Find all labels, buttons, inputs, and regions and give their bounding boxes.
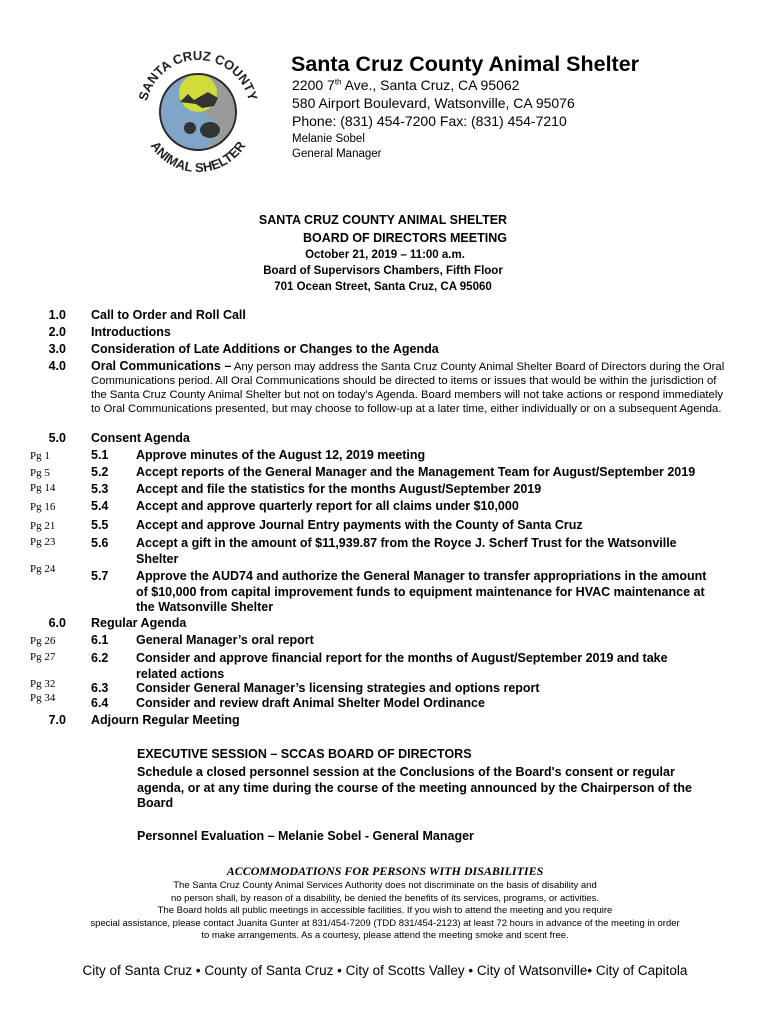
page-ref: Pg 14: [30, 482, 56, 494]
subitem-text: Approve the AUD74 and authorize the General Manager to transfer appropriations in the amount of $10,000 from capital improvement funds to equipment maintenance for HVAC maintenance at the Watsonville Shelter: [136, 569, 707, 614]
agenda-number: 1.0: [48, 308, 66, 322]
subitem-number: 6.4: [91, 696, 109, 710]
page-ref: Pg 27: [30, 651, 56, 663]
shelter-logo: [128, 42, 268, 182]
agenda-number: 3.0: [48, 342, 66, 356]
agenda-number: 2.0: [48, 325, 66, 339]
manager-name: Melanie Sobel: [292, 133, 365, 145]
agenda-number: 7.0: [48, 713, 66, 727]
agenda-number: 4.0: [48, 359, 66, 373]
agenda-item-title: Call to Order and Roll Call: [91, 308, 246, 322]
subitem-number: 5.4: [91, 499, 109, 513]
meeting-date: October 21, 2019 – 11:00 a.m.: [305, 249, 465, 261]
subitem-text: General Manager’s oral report: [136, 633, 314, 647]
oral-communications-text: Any person may address the Santa Cruz County Animal Shelter Board of Directors during the Oral Communications period. All Oral Communications should be directed to items or issues that would be within the jurisdiction of the Santa Cruz County Animal Shelter but not on today's Agenda. Board members will not take actions or respond immediately to Oral Communications presented, but may choose to follow-up at a later time, either individually or on a subsequent Agenda.: [91, 361, 725, 415]
meeting-address: 701 Ocean Street, Santa Cruz, CA 95060: [274, 281, 492, 293]
subitem-number: 6.1: [91, 633, 109, 647]
subitem-text: Accept reports of the General Manager and the Management Team for August/September 2019: [136, 465, 696, 479]
footer-cities: City of Santa Cruz • County of Santa Cruz • City of Scotts Valley • City of Watsonville• City of Capitola: [82, 963, 688, 978]
subitem-text: Consider General Manager’s licensing strategies and options report: [136, 681, 540, 695]
subitem-number: 6.2: [91, 651, 109, 665]
agenda-item-title: Introductions: [91, 325, 171, 339]
subitem-text: Consider and approve financial report for the months of August/September 2019 and take related actions: [136, 651, 668, 681]
phone-fax: Phone: (831) 454-7200 Fax: (831) 454-7210: [292, 113, 567, 129]
accommodations-line: special assistance, please contact Juanita Gunter at 831/454-7209 (TDD 831/454-2123) at least 72 hours in advance of the meeting in order: [90, 917, 680, 929]
address-line-1: 2200 7th Ave., Santa Cruz, CA 95062: [292, 77, 520, 93]
subitem-number: 6.3: [91, 681, 109, 695]
page-ref: Pg 5: [30, 467, 50, 479]
page-ref: Pg 21: [30, 520, 56, 532]
svg-text:ANIMAL SHELTER: ANIMAL SHELTER: [147, 138, 249, 176]
subitem-text: Approve minutes of the August 12, 2019 meeting: [136, 448, 426, 462]
subitem-text: Accept and approve Journal Entry payments with the County of Santa Cruz: [136, 518, 583, 532]
subitem-number: 5.2: [91, 465, 109, 479]
accommodations-line: no person shall, by reason of a disability, be denied the benefits of its services, programs, or activities.: [170, 892, 600, 904]
accommodations-line: The Santa Cruz County Animal Services Authority does not discriminate on the basis of disability and: [173, 880, 597, 891]
agenda-item-title: Consideration of Late Additions or Changes to the Agenda: [91, 342, 439, 356]
page-ref: Pg 26: [30, 635, 56, 647]
org-name: Santa Cruz County Animal Shelter: [291, 52, 640, 76]
meeting-heading-2: BOARD OF DIRECTORS MEETING: [303, 231, 507, 245]
subitem-number: 5.7: [91, 569, 109, 583]
agenda-number: 5.0: [48, 431, 66, 445]
agenda-item-title: Consent Agenda: [91, 431, 190, 445]
meeting-heading-1: SANTA CRUZ COUNTY ANIMAL SHELTER: [258, 213, 508, 227]
subitem-text: Accept and approve quarterly report for all claims under $10,000: [136, 499, 519, 513]
subitem-number: 5.3: [91, 482, 109, 496]
accommodations-line: The Board holds all public meetings in accessible facilities. If you wish to attend the meeting and you require: [157, 905, 613, 916]
executive-session-text: Schedule a closed personnel session at the Conclusions of the Board's consent or regular agenda, or at any time during the course of the meeting announced by the Chairperson of the Board: [137, 765, 692, 810]
page-ref: Pg 32: [30, 678, 56, 690]
page-ref: Pg 24: [30, 563, 56, 575]
subitem-number: 5.6: [91, 536, 109, 550]
accommodations-line: to make arrangements. As a courtesy, please attend the meeting smoke and scent free.: [201, 930, 569, 941]
page-ref: Pg 1: [30, 450, 50, 462]
subitem-number: 5.5: [91, 518, 109, 532]
svg-text:SANTA CRUZ COUNTY: SANTA CRUZ COUNTY: [135, 47, 261, 103]
page-ref: Pg 16: [30, 501, 56, 513]
agenda-item-title: Regular Agenda: [91, 616, 187, 630]
accommodations-text: [0, 880, 770, 943]
agenda-item-title: Oral Communications –: [91, 359, 232, 373]
address-line-2: 580 Airport Boulevard, Watsonville, CA 95076: [292, 95, 575, 111]
oral-communications: [91, 359, 731, 416]
executive-session-title: EXECUTIVE SESSION – SCCAS BOARD OF DIRECTORS: [137, 747, 472, 761]
agenda-item-title: Adjourn Regular Meeting: [91, 713, 240, 727]
subitem-number: 5.1: [91, 448, 109, 462]
accommodations-title: ACCOMMODATIONS FOR PERSONS WITH DISABILITIES: [226, 864, 544, 878]
page-ref: Pg 34: [30, 692, 56, 704]
personnel-evaluation: Personnel Evaluation – Melanie Sobel - General Manager: [137, 829, 474, 843]
agenda-number: 6.0: [48, 616, 66, 630]
page-ref: Pg 23: [30, 536, 56, 548]
subitem-text: Consider and review draft Animal Shelter Model Ordinance: [136, 696, 485, 710]
meeting-location: Board of Supervisors Chambers, Fifth Floor: [263, 265, 503, 277]
subitem-text: Accept a gift in the amount of $11,939.87 from the Royce J. Scherf Trust for the Watsonville Shelter: [136, 536, 677, 566]
manager-title: General Manager: [292, 148, 382, 160]
subitem-text: Accept and file the statistics for the months August/September 2019: [136, 482, 542, 496]
